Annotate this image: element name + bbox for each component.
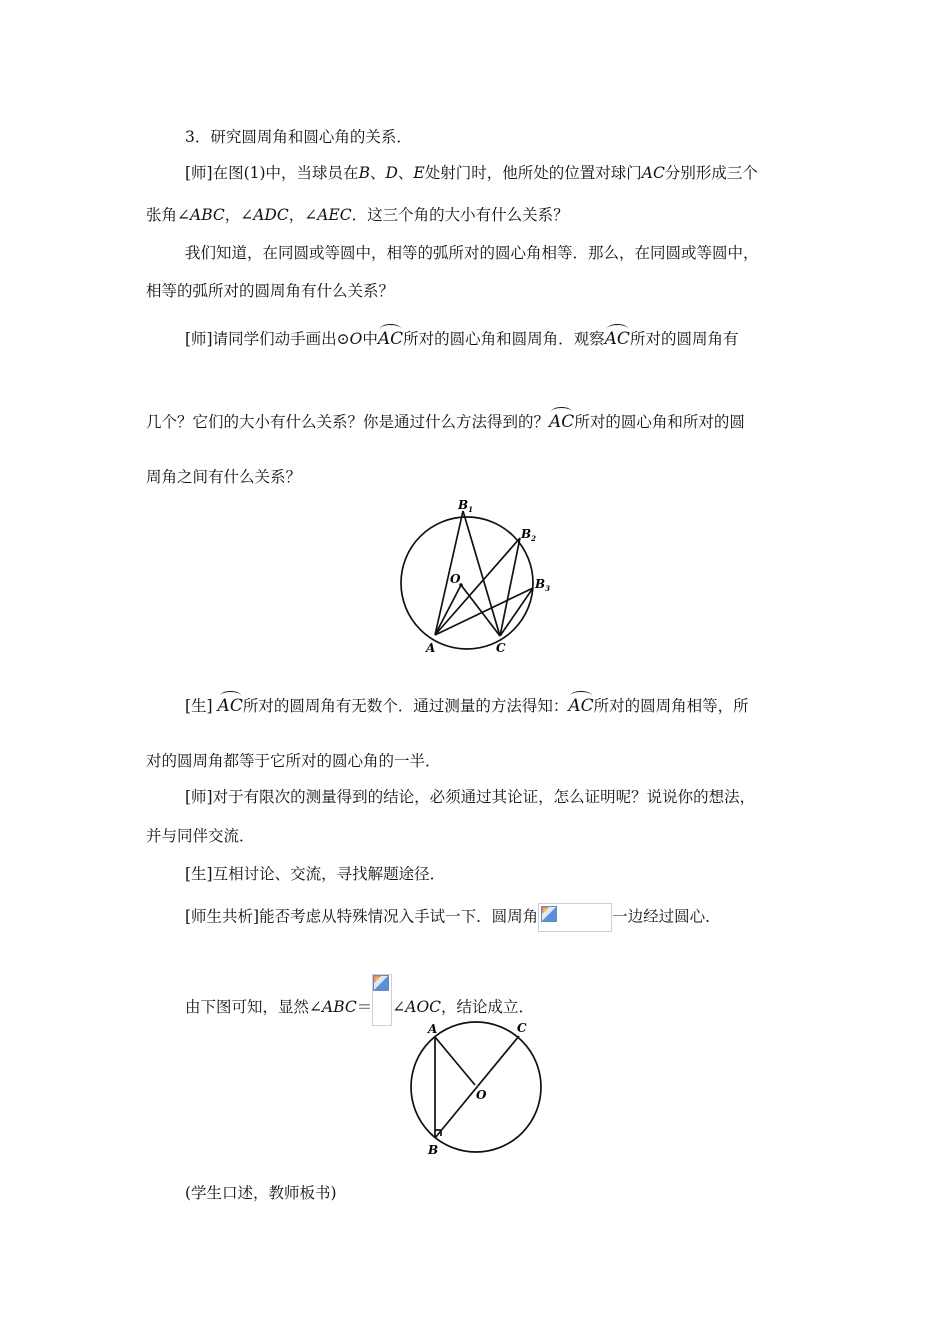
broken-image-icon (538, 903, 612, 932)
label-o: O (450, 572, 461, 586)
label-c: C (517, 1021, 527, 1035)
paragraph-known-fact: 我们知道，在同圆或等圆中，相等的弧所对的圆心角相等．那么，在同圆或等圆中， (185, 244, 759, 262)
figure-inscribed-angles (392, 498, 562, 660)
label-c: C (496, 641, 506, 655)
figure-diameter-case (405, 1015, 550, 1160)
label-o: O (476, 1088, 487, 1102)
arc-ac-symbol: AC (568, 696, 594, 716)
paragraph-teacher-question-1: [师]在图(1)中，当球员在B、D、E处射门时，他所处的位置对球门AC分别形成三个 (185, 164, 758, 182)
section-heading: 3．研究圆周角和圆心角的关系． (185, 128, 412, 146)
paragraph-note: (学生口述，教师板书) (185, 1184, 337, 1202)
paragraph-teacher-proof-cont: 并与同伴交流． (146, 827, 255, 845)
broken-image-icon (372, 974, 392, 1026)
paragraph-joint-analysis: [师生共析]能否考虑从特殊情况入手试一下．圆周角 一边经过圆心． (185, 903, 721, 932)
paragraph-conclusion: 由下图可知，显然∠ABC＝ ∠AOC，结论成立． (185, 974, 534, 1026)
paragraph-student-answer-cont: 对的圆周角都等于它所对的圆心角的一半． (146, 752, 441, 770)
arc-ac-symbol: AC (549, 412, 575, 432)
arc-ac-symbol: AC (604, 329, 630, 349)
label-b2: $B_2$ (521, 527, 537, 543)
arc-ac-symbol: AC (377, 329, 404, 349)
label-b1: $B_1$ (458, 498, 474, 514)
label-b: B (428, 1143, 439, 1157)
paragraph-teacher-draw-cont2: 周角之间有什么关系？ (146, 468, 302, 486)
paragraph-teacher-draw-cont: 几个？它们的大小有什么关系？你是通过什么方法得到的？AC所对的圆心角和所对的圆 (146, 412, 745, 432)
label-b3: $B_3$ (535, 577, 551, 593)
paragraph-teacher-draw: [师]请同学们动手画出⊙O中AC所对的圆心角和圆周角．观察AC所对的圆周角有 (185, 329, 739, 349)
arc-ac-symbol: AC (217, 696, 243, 716)
label-a: A (428, 1022, 438, 1036)
paragraph-student-discuss: [生]互相讨论、交流，寻找解题途径． (185, 865, 446, 883)
paragraph-known-fact-cont: 相等的弧所对的圆周角有什么关系？ (146, 282, 395, 300)
paragraph-teacher-question-1-cont: 张角∠ABC，∠ADC，∠AEC．这三个角的大小有什么关系？ (146, 206, 569, 224)
label-a: A (426, 641, 436, 655)
paragraph-student-answer: [生] AC所对的圆周角有无数个．通过测量的方法得知：AC所对的圆周角相等，所 (185, 696, 749, 716)
paragraph-teacher-proof: [师]对于有限次的测量得到的结论，必须通过其论证，怎么证明呢？说说你的想法， (185, 788, 756, 806)
